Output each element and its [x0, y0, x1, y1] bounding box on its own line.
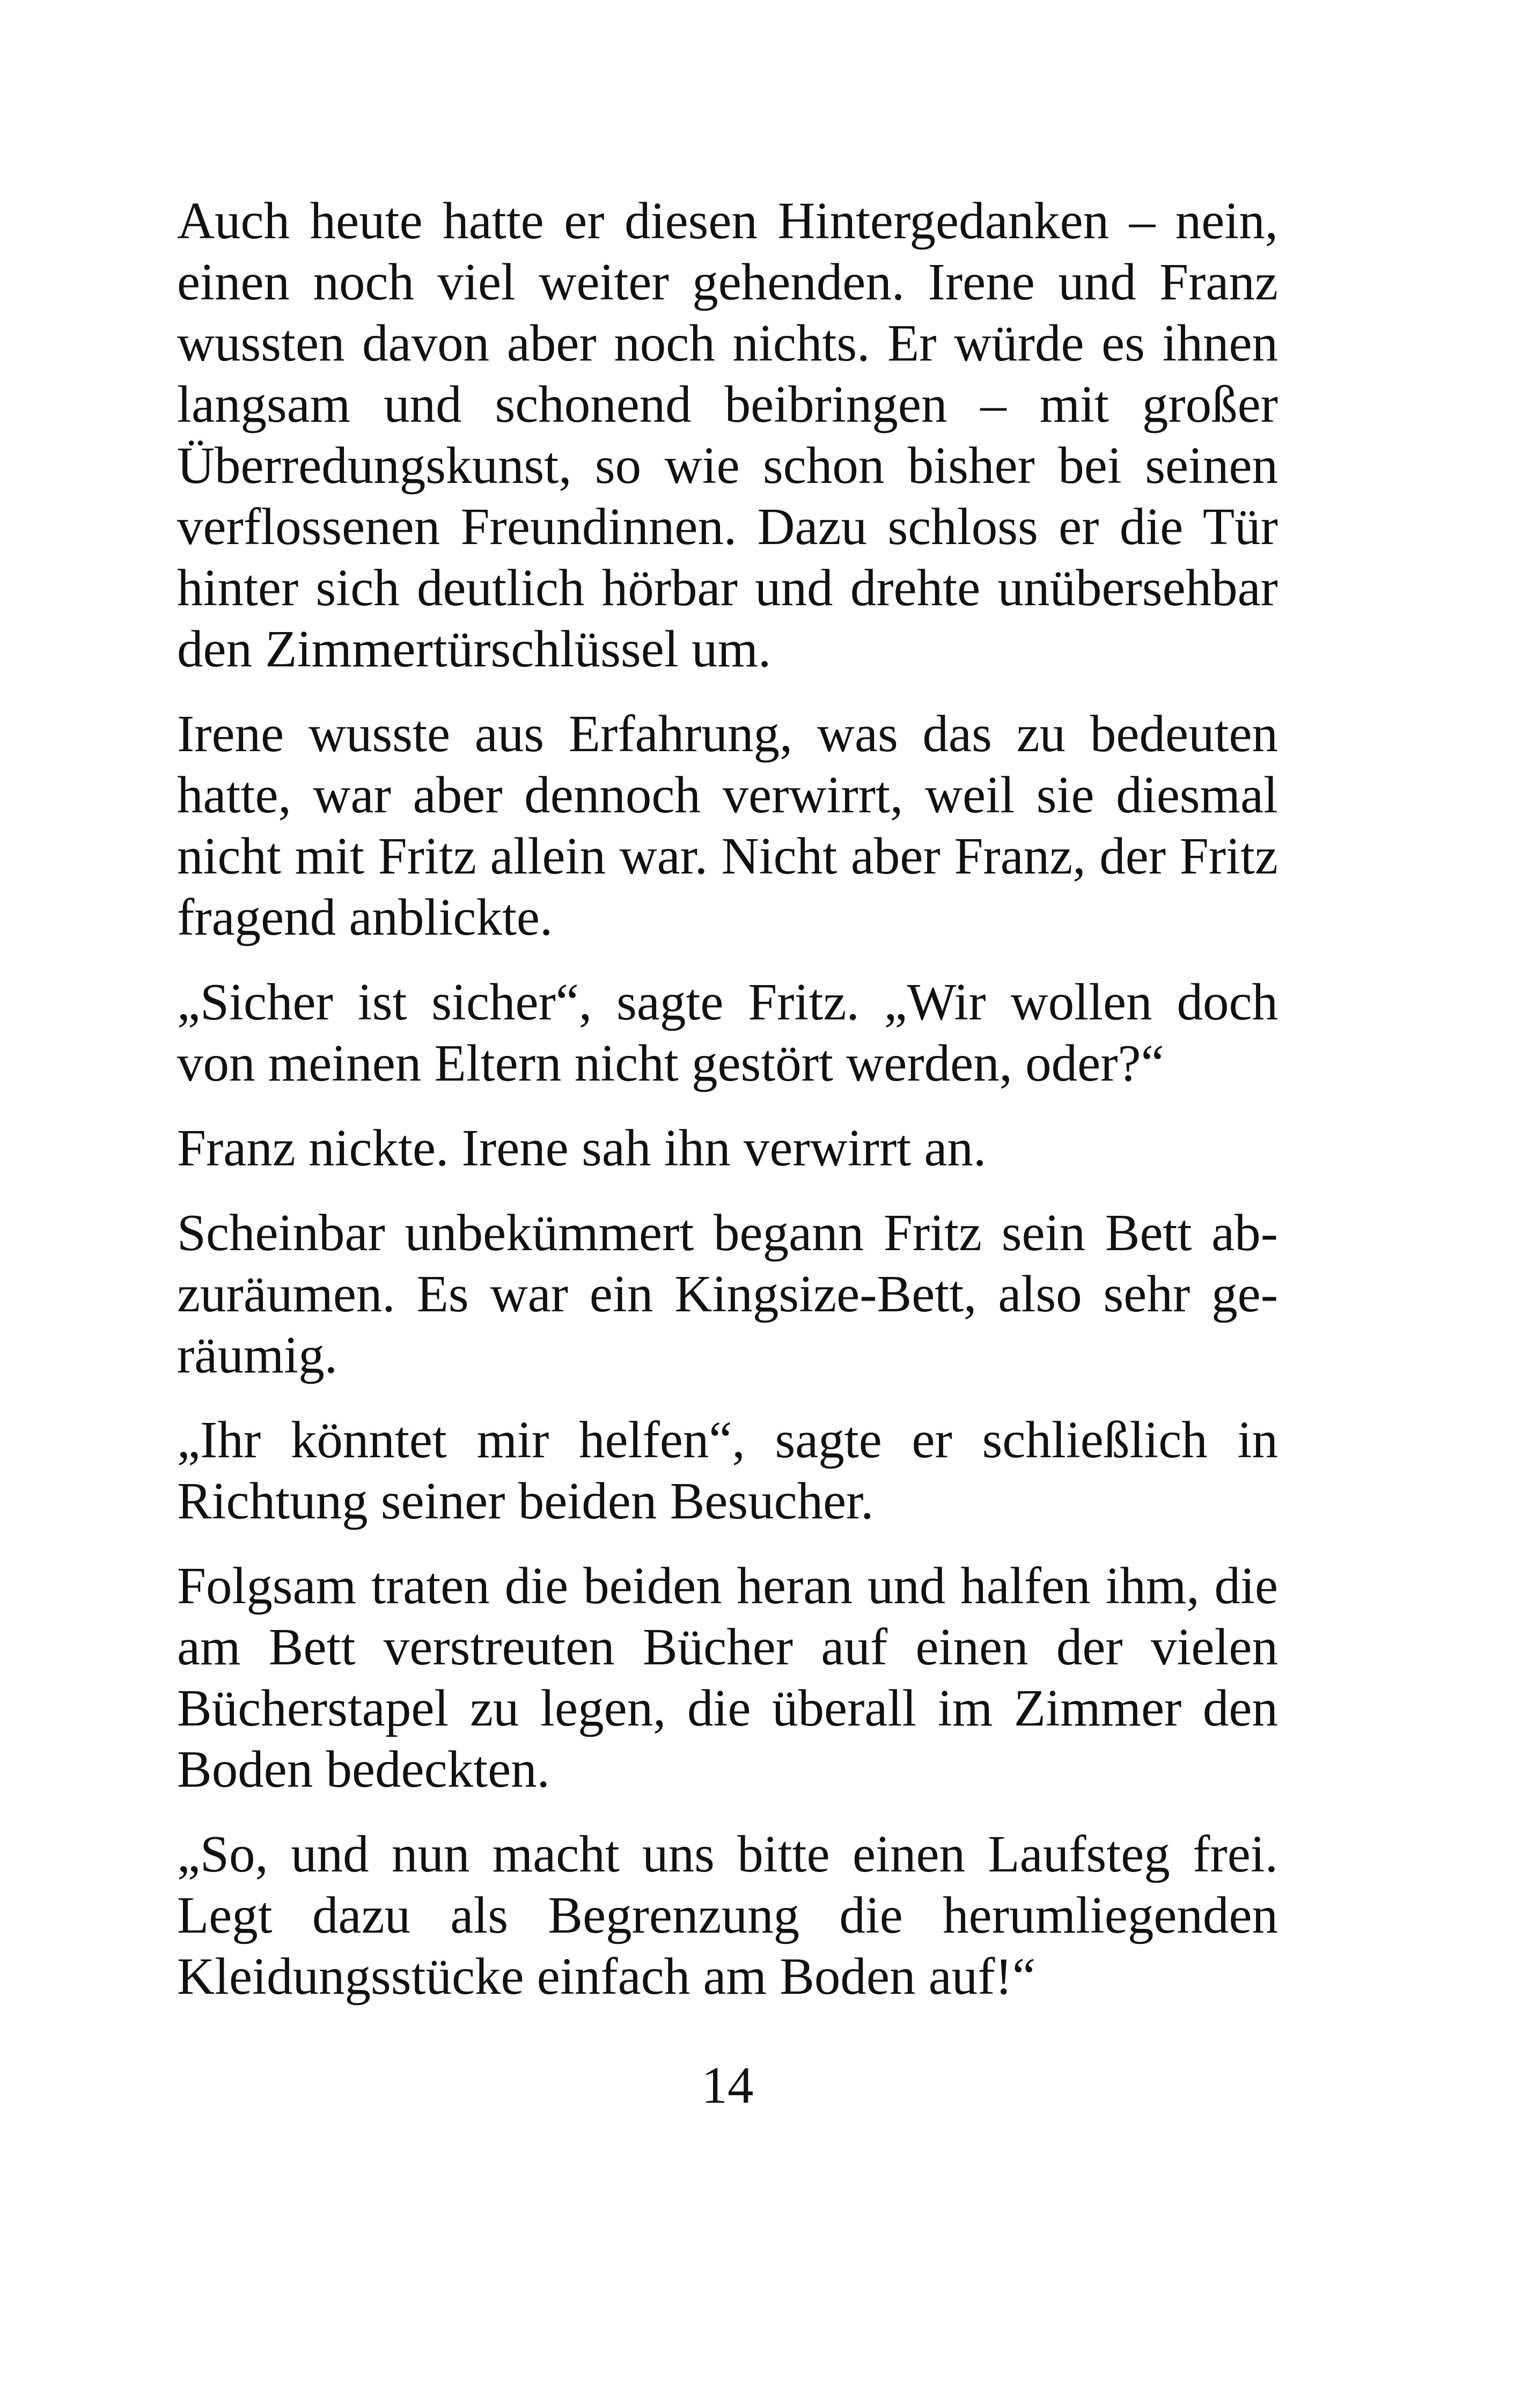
- page-number: 14: [701, 2057, 754, 2114]
- paragraph-5: Scheinbar unbekümmert begann Fritz sein Bett abzuräumen. Es war ein Kingsize-Bett, also sehr geräumig.: [177, 1204, 1278, 1384]
- body-text: [177, 190, 1278, 2031]
- paragraph-4: Franz nickte. Irene sah ihn verwirrt an.: [177, 1119, 987, 1177]
- paragraph-1: Auch heute hatte er diesen Hintergedanken – nein, einen noch viel weiter gehenden. Irene und Franz wussten davon aber noch nichts. Er würde es ihnen langsam und schonend beibringen – mit großer Überredungskunst, so wie schon bisher bei seinen verflossenen Freundinnen. Dazu schloss er die Tür hinter sich deutlich hörbar und drehte unübersehbar den Zimmertürschlüssel um.: [177, 192, 1278, 678]
- paragraph-6: „Ihr könntet mir helfen“, sagte er schließlich in Richtung seiner beiden Besucher.: [177, 1411, 1278, 1530]
- paragraph-8: „So, und nun macht uns bitte einen Laufsteg frei. Legt dazu als Begrenzung die herumliegenden Kleidungsstücke einfach am Boden auf!“: [177, 1825, 1278, 2005]
- paragraph-2: Irene wusste aus Erfahrung, was das zu bedeuten hatte, war aber dennoch verwirrt, weil sie diesmal nicht mit Fritz allein war. Nicht aber Franz, der Fritz fragend anblickte.: [177, 705, 1278, 946]
- paragraph-3: „Sicher ist sicher“, sagte Fritz. „Wir wollen doch von meinen Eltern nicht gestört werden, oder?“: [177, 973, 1278, 1092]
- paragraph-7: Folgsam traten die beiden heran und halfen ihm, die am Bett verstreuten Bücher auf einen der vielen Bücherstapel zu legen, die überall im Zimmer den Boden bedeckten.: [177, 1557, 1278, 1798]
